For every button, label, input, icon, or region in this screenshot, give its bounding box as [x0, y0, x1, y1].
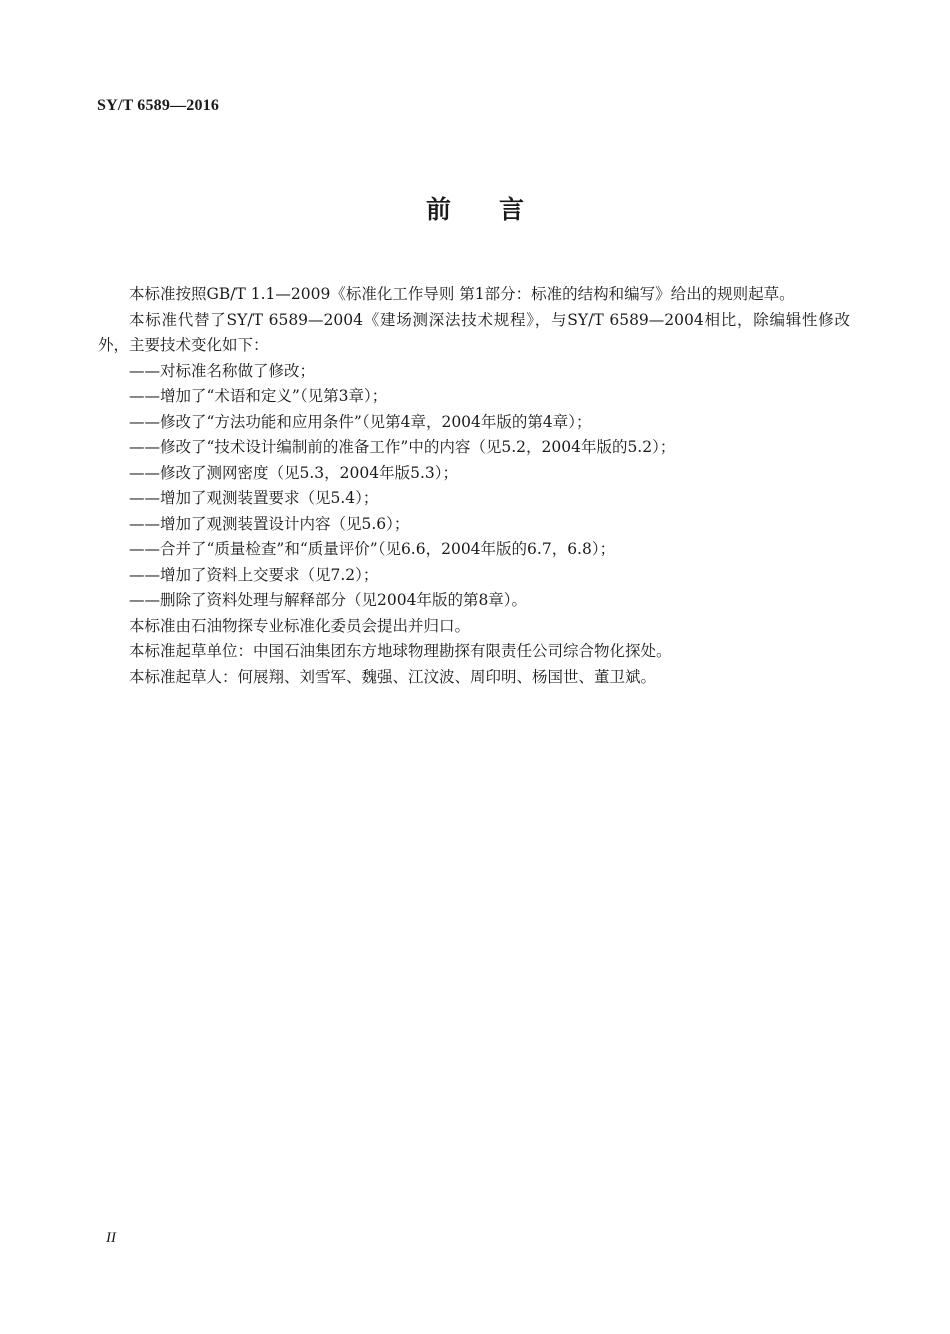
paragraph-replacement: 本标准代替了SY/T 6589—2004《建场测深法技术规程》，与SY/T 6589—2004相比，除编辑性修改外，主要技术变化如下：: [98, 310, 850, 354]
paragraph-proposer: 本标准由石油物探专业标准化委员会提出并归口。: [129, 616, 471, 635]
change-item: ——合并了“质量检查”和“质量评价”（见6.6，2004年版的6.7，6.8）；: [129, 540, 616, 558]
foreword-body: [98, 282, 850, 690]
paragraph-drafting-rule: 本标准按照GB/T 1.1—2009《标准化工作导则 第1部分：标准的结构和编写》给出的规则起草。: [129, 285, 795, 303]
paragraph-drafters: 本标准起草人：何展翔、刘雪军、魏强、江汶波、周印明、杨国世、董卫斌。: [129, 667, 657, 686]
change-item: ——删除了资料处理与解释部分（见2004年版的第8章）。: [129, 591, 528, 609]
page-title: 前言: [425, 195, 572, 224]
change-item: ——修改了“方法功能和应用条件”（见第4章，2004年版的第4章）；: [129, 412, 592, 431]
page-number: II: [106, 1230, 116, 1246]
change-item: ——修改了“技术设计编制前的准备工作”中的内容（见5.2，2004年版的5.2）；: [129, 438, 676, 456]
change-item: ——增加了观测装置要求（见5.4）；: [129, 489, 379, 507]
change-item: ——增加了观测装置设计内容（见5.6）；: [129, 514, 410, 533]
change-item: ——增加了资料上交要求（见7.2）；: [129, 565, 379, 584]
change-list: [98, 359, 850, 614]
change-item: ——修改了测网密度（见5.3，2004年版5.3）；: [129, 463, 458, 482]
change-item: ——增加了“术语和定义”（见第3章）；: [129, 387, 388, 405]
standard-code: SY/T 6589—2016: [97, 97, 220, 114]
paragraph-drafting-unit: 本标准起草单位：中国石油集团东方地球物理勘探有限责任公司综合物化探处。: [129, 642, 672, 660]
change-item: ——对标准名称做了修改；: [129, 361, 316, 380]
